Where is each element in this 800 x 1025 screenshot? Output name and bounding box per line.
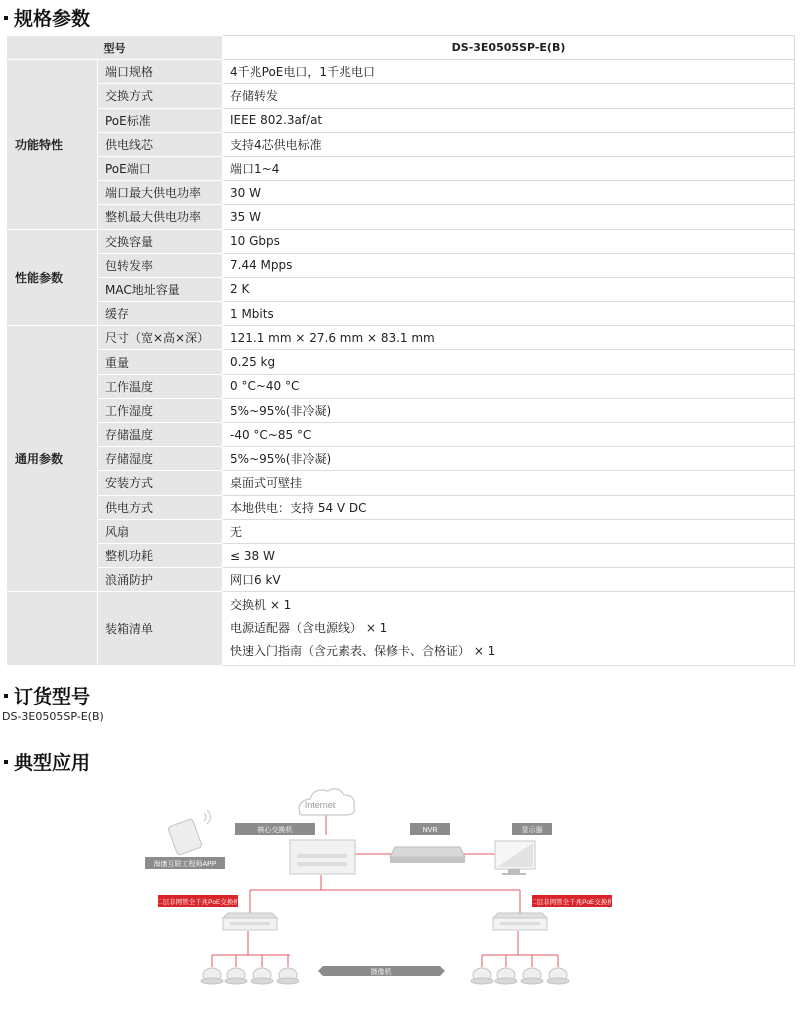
spec-label: PoE端口 (98, 156, 223, 180)
spec-category: 性能参数 (7, 229, 98, 326)
spec-row (7, 181, 795, 205)
network-diagram (140, 785, 620, 1000)
spec-row (7, 495, 795, 519)
spec-value: 0.25 kg (223, 350, 795, 374)
spec-value: 支持4芯供电标准 (223, 132, 795, 156)
spec-label: 安装方式 (98, 471, 223, 495)
right-poe-switch-icon (493, 895, 614, 930)
bullet-icon (4, 760, 8, 764)
monitor-icon (495, 823, 552, 875)
core-switch-icon (235, 823, 355, 874)
spec-value: ≤ 38 W (223, 543, 795, 567)
dome-camera-icon (495, 968, 517, 984)
spec-label: 交换容量 (98, 229, 223, 253)
spec-row (7, 326, 795, 350)
spec-row (7, 253, 795, 277)
spec-value: IEEE 802.3af/at (223, 108, 795, 132)
spec-label: 整机最大供电功率 (98, 205, 223, 229)
spec-label: PoE标准 (98, 108, 223, 132)
spec-label: 工作温度 (98, 374, 223, 398)
phone-app-icon (145, 810, 225, 869)
nvr-label: NVR (422, 827, 438, 834)
spec-label: 交换方式 (98, 84, 223, 108)
packing-item: 交换机 × 1 (230, 598, 292, 613)
dome-camera-icon (547, 968, 569, 984)
left-cameras (201, 968, 299, 984)
spec-row (7, 132, 795, 156)
camera-label: 摄像机 (370, 969, 392, 976)
dome-camera-icon (251, 968, 273, 984)
dome-camera-icon (225, 968, 247, 984)
spec-label: 存储湿度 (98, 447, 223, 471)
spec-row (7, 447, 795, 471)
packing-value (223, 592, 795, 666)
spec-label: 缓存 (98, 302, 223, 326)
spec-label: 风扇 (98, 519, 223, 543)
monitor-label: 显示器 (521, 827, 543, 834)
spec-label: 重量 (98, 350, 223, 374)
spec-value: 4千兆PoE电口，1千兆电口 (223, 60, 795, 84)
core-switch-label: 核心交换机 (257, 827, 293, 834)
spec-row (7, 471, 795, 495)
spec-row (7, 350, 795, 374)
spec-value: 1 Mbits (223, 302, 795, 326)
spec-title-text: 规格参数 (14, 8, 91, 30)
spec-row (7, 423, 795, 447)
bullet-icon (4, 694, 8, 698)
order-section-title (0, 685, 90, 709)
packing-item: 电源适配器（含电源线） × 1 (230, 621, 388, 636)
spec-row (7, 302, 795, 326)
app-label: 海康互联工程师APP (153, 861, 217, 868)
spec-label: MAC地址容量 (98, 277, 223, 301)
spec-row (7, 60, 795, 84)
internet-label: Internet (304, 800, 336, 810)
right-cameras (471, 968, 569, 984)
spec-value: 2 K (223, 277, 795, 301)
spec-category: 功能特性 (7, 60, 98, 229)
order-title-text: 订货型号 (14, 686, 91, 708)
table-header-row (7, 36, 795, 60)
spec-label: 存储温度 (98, 423, 223, 447)
spec-category: 通用参数 (7, 326, 98, 592)
spec-label: 端口规格 (98, 60, 223, 84)
spec-table (6, 35, 795, 666)
dome-camera-icon (521, 968, 543, 984)
spec-row (7, 156, 795, 180)
spec-label: 端口最大供电功率 (98, 181, 223, 205)
left-switch-label: 二层非网管全千兆PoE交换机 (156, 899, 240, 906)
spec-value: 桌面式可壁挂 (223, 471, 795, 495)
spec-label: 包转发率 (98, 253, 223, 277)
spec-row (7, 374, 795, 398)
spec-value: 7.44 Mpps (223, 253, 795, 277)
spec-value: 端口1~4 (223, 156, 795, 180)
spec-value: 5%~95%(非冷凝) (223, 447, 795, 471)
spec-row (7, 543, 795, 567)
spec-value: 5%~95%(非冷凝) (223, 398, 795, 422)
right-switch-label: 二层非网管全千兆PoE交换机 (530, 899, 614, 906)
spec-value: 网口6 kV (223, 568, 795, 592)
nvr-icon (390, 823, 465, 863)
packing-label: 装箱清单 (98, 592, 223, 666)
spec-row (7, 84, 795, 108)
spec-value: 35 W (223, 205, 795, 229)
packing-category-blank (7, 592, 98, 666)
dome-camera-icon (201, 968, 223, 984)
spec-value: 121.1 mm × 27.6 mm × 83.1 mm (223, 326, 795, 350)
spec-value: 30 W (223, 181, 795, 205)
packing-row (7, 592, 795, 666)
spec-value: 本地供电：支持 54 V DC (223, 495, 795, 519)
spec-label: 尺寸（宽×高×深） (98, 326, 223, 350)
model-header-value: DS-3E0505SP-E(B) (223, 36, 795, 60)
model-header-label: 型号 (7, 36, 223, 60)
spec-label: 浪涌防护 (98, 568, 223, 592)
spec-label: 工作湿度 (98, 398, 223, 422)
internet-cloud-icon (299, 789, 354, 815)
dome-camera-icon (471, 968, 493, 984)
spec-row (7, 205, 795, 229)
spec-value: 无 (223, 519, 795, 543)
order-model: DS-3E0505SP-E(B) (2, 710, 104, 723)
spec-label: 供电方式 (98, 495, 223, 519)
spec-row (7, 519, 795, 543)
spec-row (7, 277, 795, 301)
spec-value: -40 °C~85 °C (223, 423, 795, 447)
bullet-icon (4, 16, 8, 20)
spec-row (7, 568, 795, 592)
spec-label: 供电线芯 (98, 132, 223, 156)
left-poe-switch-icon (156, 895, 277, 930)
spec-section-title (0, 7, 90, 31)
spec-row (7, 398, 795, 422)
spec-value: 存储转发 (223, 84, 795, 108)
spec-label: 整机功耗 (98, 543, 223, 567)
packing-item: 快速入门指南（含元素表、保修卡、合格证） × 1 (230, 644, 496, 659)
spec-value: 0 °C~40 °C (223, 374, 795, 398)
spec-row (7, 229, 795, 253)
dome-camera-icon (277, 968, 299, 984)
camera-tag (318, 966, 445, 976)
spec-value: 10 Gbps (223, 229, 795, 253)
spec-row (7, 108, 795, 132)
app-title-text: 典型应用 (14, 752, 91, 774)
app-section-title (0, 751, 90, 775)
